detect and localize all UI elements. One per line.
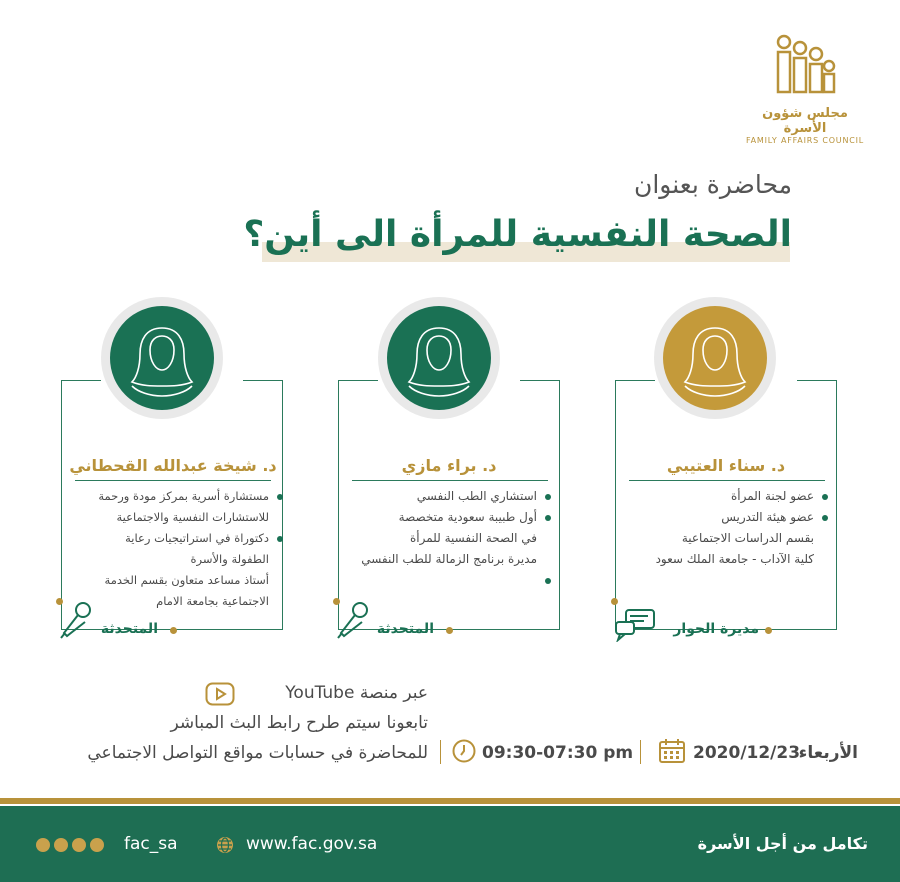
bio-item: كلية الآداب - جامعة الملك سعود [655,552,814,566]
stream-text-2: للمحاضرة في حسابات مواقع التواصل الاجتماعي [87,743,428,763]
event-time: 09:30-07:30 pm [482,743,634,763]
role-dot [446,627,453,634]
card-top-border [61,380,101,381]
card-top-border [243,380,283,381]
calendar-icon [658,738,686,764]
card-top-border [338,380,378,381]
woman-hijab-icon [110,306,214,410]
separator [640,740,641,764]
logo-english-name: FAMILY AFFAIRS COUNCIL [745,136,865,145]
globe-icon [216,836,234,854]
card-top-border [615,380,655,381]
card-dot [611,598,618,605]
event-date: 2020/12/23 [693,743,801,763]
bio-item-empty [361,570,551,591]
footer-gold-strip [0,798,900,804]
youtube-small-icon[interactable] [90,838,104,852]
website-link[interactable]: www.fac.gov.sa [246,834,378,854]
bio-item: عضو لجنة المرأة [656,486,828,507]
avatar-circle [110,306,214,410]
speaker-bio [361,486,551,591]
speaker-role: المتحدثة [376,621,434,637]
woman-hijab-icon [387,306,491,410]
microphone-icon [57,600,93,640]
speaker-bio [656,486,828,570]
bio-item: مديرة برنامج الزمالة للطب النفسي [361,552,537,566]
avatar [101,297,223,419]
instagram-icon[interactable] [54,838,68,852]
chat-bubbles-icon [614,608,656,642]
lecture-subtitle: محاضرة بعنوان [634,170,792,199]
speaker-role: مديرة الحوار [673,621,759,637]
avatar-circle [663,306,767,410]
woman-hijab-icon [663,306,767,410]
stream-text-1: تابعونا سيتم طرح رابط البث المباشر [170,713,428,733]
event-day: الأربعاء [798,743,858,763]
bio-item: دكتوراة في استراتيجيات رعاية [98,528,283,549]
avatar [654,297,776,419]
clock-icon [451,738,477,764]
slogan: تكامل من أجل الأسرة [697,834,868,853]
bio-item: في الصحة النفسية للمرأة [409,531,537,545]
bio-item: الاجتماعية بجامعة الامام [156,594,269,608]
bio-item: الطفولة والأسرة [190,552,269,566]
separator [440,740,441,764]
social-icons [32,837,104,856]
bio-item: عضو هيئة التدريس [656,507,828,528]
speaker-bio [98,486,283,612]
speaker-name: د. براء مازي [401,456,497,475]
avatar-circle [387,306,491,410]
facebook-icon[interactable] [72,838,86,852]
lecture-title: الصحة النفسية للمرأة الى أين؟ [243,214,792,255]
youtube-icon [205,682,235,706]
card-top-border [520,380,560,381]
avatar [378,297,500,419]
speaker-name: د. سناء العتيبي [666,456,786,475]
bio-item: مستشارة أسرية بمركز مودة ورحمة [98,486,283,507]
bio-item: أول طبيبة سعودية متخصصة [361,507,551,528]
bio-item: استشاري الطب النفسي [361,486,551,507]
logo-arabic-name: مجلس شؤون الأسرة [762,106,848,136]
speaker-role: المتحدثة [100,621,158,637]
card-top-border [797,380,837,381]
bio-item: أستاذ مساعد متعاون بقسم الخدمة [104,573,269,587]
logo [740,30,870,145]
name-divider [75,480,271,481]
name-divider [352,480,548,481]
bio-item: للاستشارات النفسية والاجتماعية [116,510,269,524]
bio-item: بقسم الدراسات الاجتماعية [681,531,814,545]
microphone-icon [334,600,370,640]
speaker-name: د. شيخة عبدالله القحطاني [69,456,277,475]
twitter-icon[interactable] [36,838,50,852]
family-logo-icon [770,30,840,100]
role-dot [765,627,772,634]
role-dot [170,627,177,634]
platform-text: عبر منصة YouTube [285,683,428,703]
name-divider [629,480,825,481]
social-handle[interactable]: fac_sa [124,834,178,854]
